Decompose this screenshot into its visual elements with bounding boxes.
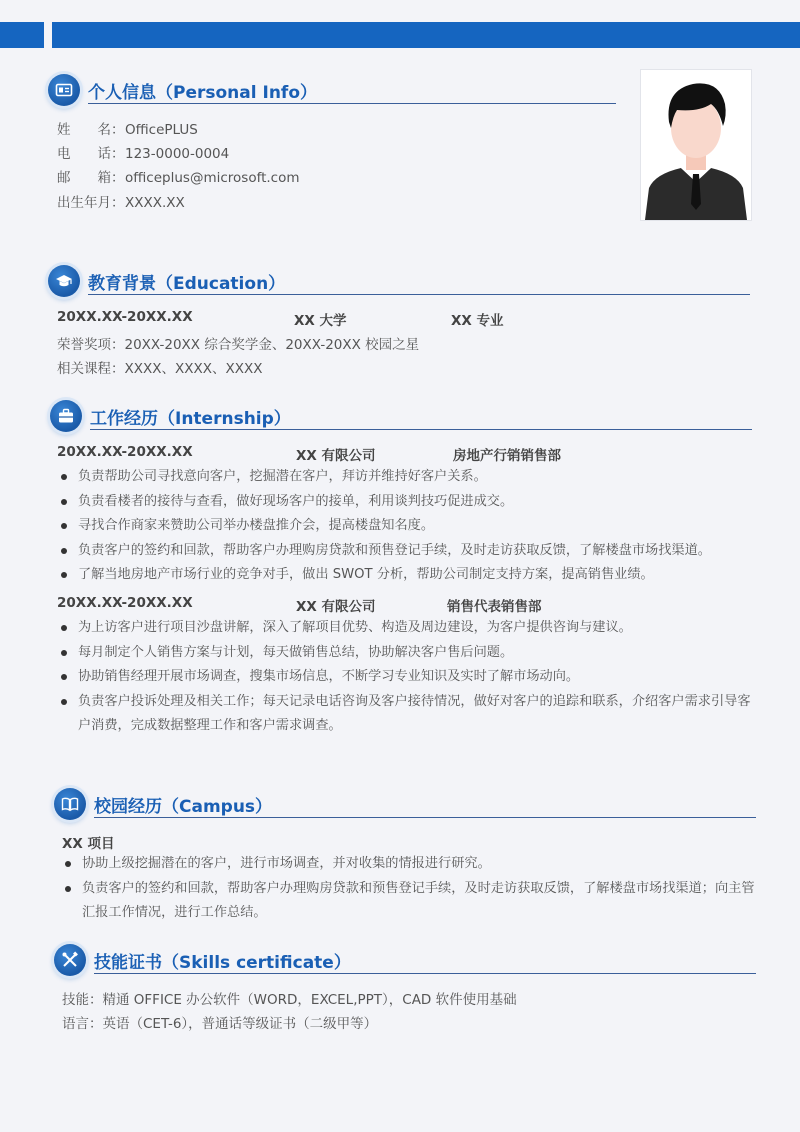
id-card-icon (48, 74, 80, 106)
section-divider (88, 103, 616, 104)
personal-section-header (48, 74, 618, 108)
job2-date: 20XX.XX-20XX.XX (57, 595, 193, 611)
education-title: 教育背景（Education） (88, 274, 286, 294)
internship-section-header (50, 400, 754, 434)
list-item: 协助上级挖掘潜在的客户，进行市场调查，并对收集的情报进行研究。 (62, 852, 760, 877)
list-item: 寻找合作商家来赞助公司举办楼盘推介会，提高楼盘知名度。 (58, 514, 763, 539)
edu-honors: 荣誉奖项：20XX-20XX 综合奖学金、20XX-20XX 校园之星 (57, 337, 420, 353)
skills-title: 技能证书（Skills certificate） (94, 953, 351, 973)
personal-title: 个人信息（Personal Info） (88, 83, 317, 103)
tools-icon (54, 944, 86, 976)
edu-date: 20XX.XX-20XX.XX (57, 309, 193, 325)
job2-duties (58, 616, 758, 739)
skills-section-header (54, 944, 758, 978)
field-phone: 电 话：123-0000-0004 (57, 146, 230, 162)
list-item: 负责客户的签约和回款，帮助客户办理购房贷款和预售登记手续，及时走访获取反馈，了解楼盘市场找渠道；向主管汇报工作情况，进行工作总结。 (62, 877, 760, 926)
list-item: 负责客户的签约和回款，帮助客户办理购房贷款和预售登记手续，及时走访获取反馈，了解楼盘市场找渠道。 (58, 539, 763, 564)
job1-company: XX 有限公司 (296, 448, 376, 464)
job1-date: 20XX.XX-20XX.XX (57, 444, 193, 460)
internship-title: 工作经历（Internship） (90, 409, 291, 429)
list-item: 负责帮助公司寻找意向客户，挖掘潜在客户，拜访并维持好客户关系。 (58, 465, 763, 490)
edu-major: XX 专业 (451, 313, 504, 329)
open-book-icon (54, 788, 86, 820)
list-item: 协助销售经理开展市场调查，搜集市场信息，不断学习专业知识及实时了解市场动向。 (58, 665, 758, 690)
campus-title: 校园经历（Campus） (94, 797, 273, 817)
job2-dept: 销售代表销售部 (447, 599, 542, 615)
list-item: 了解当地房地产市场行业的竞争对手，做出 SWOT 分析，帮助公司制定支持方案，提高销售业绩。 (58, 563, 763, 588)
job1-dept: 房地产行销销售部 (453, 448, 561, 464)
edu-school: XX 大学 (294, 313, 347, 329)
list-item: 为上访客户进行项目沙盘讲解，深入了解项目优势、构造及周边建设，为客户提供咨询与建议。 (58, 616, 758, 641)
briefcase-icon (50, 400, 82, 432)
field-email: 邮 箱：officeplus@microsoft.com (57, 170, 300, 186)
graduation-cap-icon (48, 265, 80, 297)
field-birth: 出生年月：XXXX.XX (57, 195, 185, 211)
top-bar-left (0, 22, 44, 48)
top-bar-right (52, 22, 800, 48)
edu-courses: 相关课程：XXXX、XXXX、XXXX (57, 361, 263, 377)
list-item: 负责客户投诉处理及相关工作；每天记录电话咨询及客户接待情况，做好对客户的追踪和联系，介绍客户需求引导客户消费，完成数据整理工作和客户需求调查。 (58, 690, 758, 739)
field-name: 姓 名：OfficePLUS (57, 122, 198, 138)
campus-project: XX 项目 (62, 836, 115, 852)
list-item: 每月制定个人销售方案与计划，每天做销售总结，协助解决客户售后问题。 (58, 641, 758, 666)
section-divider (90, 429, 752, 430)
section-divider (88, 294, 750, 295)
skills-text: 技能：精通 OFFICE 办公软件（WORD，EXCEL,PPT），CAD 软件使用基础 (62, 992, 517, 1008)
job2-company: XX 有限公司 (296, 599, 376, 615)
education-section-header (48, 265, 752, 299)
language-text: 语言：英语（CET-6），普通话等级证书（二级甲等） (62, 1016, 378, 1032)
list-item: 负责看楼者的接待与查看，做好现场客户的接单，利用谈判技巧促进成交。 (58, 490, 763, 515)
section-divider (94, 817, 756, 818)
campus-duties (62, 852, 760, 926)
job1-duties (58, 465, 763, 588)
avatar-illustration (641, 70, 751, 220)
profile-photo (640, 69, 752, 221)
campus-section-header (54, 788, 758, 822)
section-divider (94, 973, 756, 974)
